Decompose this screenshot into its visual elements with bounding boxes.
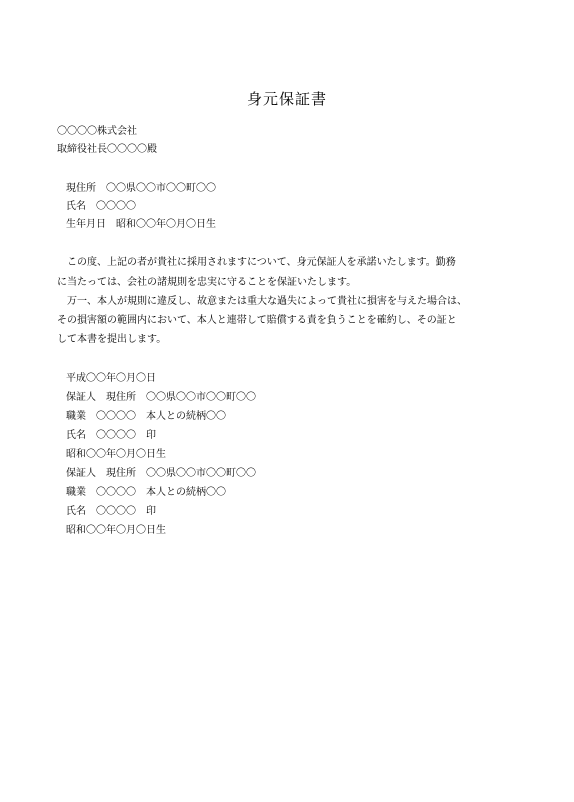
applicant-address: 現住所 〇〇県〇〇市〇〇町〇〇 (66, 183, 216, 194)
guarantor1-job: 職業 〇〇〇〇 本人との続柄〇〇 (66, 411, 226, 422)
guarantor1-address: 保証人 現住所 〇〇県〇〇市〇〇町〇〇 (66, 392, 256, 403)
body-line: この度、上記の者が貴社に採用されますについて、身元保証人を承諾いたします。勤務 (57, 257, 456, 268)
applicant-birth: 生年月日 昭和〇〇年〇月〇日生 (66, 219, 216, 230)
guarantor2-birth: 昭和〇〇年〇月〇日生 (66, 525, 166, 536)
guarantor2-name: 氏名 〇〇〇〇 印 (66, 506, 156, 517)
guarantor2-address: 保証人 現住所 〇〇県〇〇市〇〇町〇〇 (66, 468, 256, 479)
addressee-president: 取締役社長〇〇〇〇殿 (57, 144, 157, 155)
guarantor1-name: 氏名 〇〇〇〇 印 (66, 430, 156, 441)
applicant-name: 氏名 〇〇〇〇 (66, 201, 136, 212)
body-line: に当たっては、会社の諸規則を忠実に守ることを保証いたします。 (57, 277, 357, 288)
body-line: して本書を提出します。 (57, 334, 167, 345)
addressee-company: 〇〇〇〇株式会社 (57, 126, 137, 137)
body-line: 万一、本人が規則に違反し、故意または重大な過失によって貴社に損害を与えた場合は、 (57, 296, 467, 307)
guarantor2-job: 職業 〇〇〇〇 本人との続柄〇〇 (66, 487, 226, 498)
submission-date: 平成〇〇年〇月〇日 (66, 373, 156, 384)
document-title: 身元保証書 (246, 90, 327, 108)
guarantor1-birth: 昭和〇〇年〇月〇日生 (66, 449, 166, 460)
body-line: その損害額の範囲内において、本人と連帯して賠償する責を負うことを確約し、その証と (57, 315, 457, 326)
